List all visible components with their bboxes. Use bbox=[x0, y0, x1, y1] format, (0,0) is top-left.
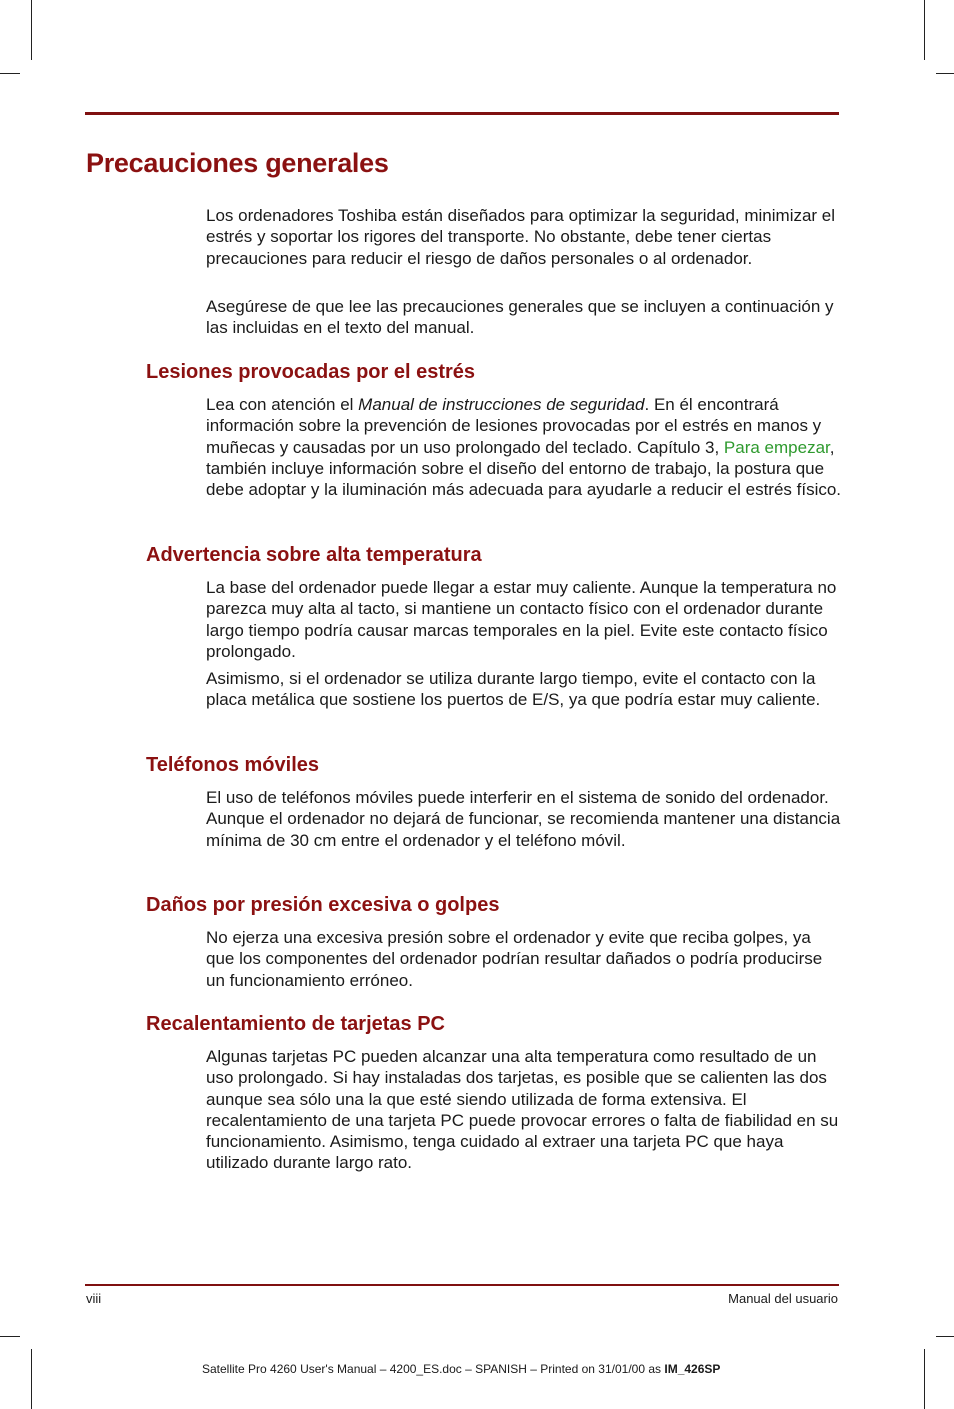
crop-mark bbox=[936, 1336, 954, 1337]
crop-mark bbox=[924, 1349, 925, 1409]
header-rule bbox=[85, 112, 839, 115]
crop-mark bbox=[31, 1349, 32, 1409]
danos-paragraph: No ejerza una excesiva presión sobre el ordenador y evite que reciba golpes, ya que los componentes del ordenador podrían resultar dañados o podría producirse un funcionamiento erróneo. bbox=[206, 928, 823, 990]
manual-seguridad-title: Manual de instrucciones de seguridad bbox=[358, 395, 645, 414]
page-title: Precauciones generales bbox=[86, 148, 389, 178]
crop-mark bbox=[936, 73, 954, 74]
print-info bbox=[202, 1362, 720, 1376]
footer-rule bbox=[85, 1284, 839, 1286]
temperatura-paragraph-1: La base del ordenador puede llegar a estar muy caliente. Aunque la temperatura no parezca muy alta al tacto, si mantiene un contacto físico con el ordenador durante largo tiempo podría causar marcas temporales en la piel. Evite este contacto físico prolongado. bbox=[206, 578, 837, 661]
crop-mark bbox=[31, 0, 32, 60]
crop-mark bbox=[924, 0, 925, 60]
section-heading-danos: Daños por presión excesiva o golpes bbox=[146, 894, 500, 916]
crop-mark bbox=[0, 73, 20, 74]
section-heading-recalentamiento: Recalentamiento de tarjetas PC bbox=[146, 1013, 445, 1035]
recalentamiento-paragraph: Algunas tarjetas PC pueden alcanzar una alta temperatura como resultado de un uso prolongado. Si hay instaladas dos tarjetas, es posible que se calienten las dos aunque sea sólo una la que esté siendo utilizada de forma extensiva. El recalentamiento de una tarjeta PC puede provocar errores o falta de fiabilidad en su funcionamiento. Asimismo, tenga cuidado al extraer una tarjeta PC que haya utilizado durante largo rato. bbox=[206, 1047, 839, 1173]
print-info-text: Satellite Pro 4260 User's Manual – 4200_ES.doc – SPANISH – Printed on 31/01/00 as bbox=[202, 1362, 665, 1376]
telefonos-paragraph: El uso de teléfonos móviles puede interferir en el sistema de sonido del ordenador. Aunque el ordenador no dejará de funcionar, se recomienda mantener una distancia mínima de 30 cm entre el ordenador y el teléfono móvil. bbox=[206, 788, 841, 850]
para-empezar-link[interactable]: Para empezar bbox=[723, 437, 830, 457]
section-heading-temperatura: Advertencia sobre alta temperatura bbox=[146, 544, 482, 566]
intro-paragraph-1: Los ordenadores Toshiba están diseñados para optimizar la seguridad, minimizar el estrés y soportar los rigores del transporte. No obstante, debe tener ciertas precauciones para reducir el riesgo de daños personales o al ordenador. bbox=[206, 206, 836, 268]
section-heading-lesiones: Lesiones provocadas por el estrés bbox=[146, 361, 476, 383]
lesiones-text-c: , también incluye información sobre el diseño del entorno de trabajo, la postura que debe adoptar y la iluminación más adecuada para ayudarle a reducir el estrés físico. bbox=[206, 437, 842, 500]
intro-paragraph-2: Asegúrese de que lee las precauciones generales que se incluyen a continuación y las incluidas en el texto del manual. bbox=[206, 297, 834, 338]
temperatura-paragraph-2: Asimismo, si el ordenador se utiliza durante largo tiempo, evite el contacto con la placa metálica que sostiene los puertos de E/S, ya que podría estar muy caliente. bbox=[206, 669, 821, 710]
lesiones-text-b: . En él encontrará información sobre la prevención de lesiones provocadas por el estrés en manos y muñecas y causadas por un uso prolongado del teclado. Capítulo 3, bbox=[206, 395, 822, 457]
crop-mark bbox=[0, 1336, 20, 1337]
page-number: viii bbox=[86, 1291, 102, 1306]
section-heading-telefonos: Teléfonos móviles bbox=[146, 754, 320, 776]
lesiones-text-a: Lea con atención el bbox=[206, 395, 359, 414]
print-info-code: IM_426SP bbox=[664, 1362, 721, 1376]
lesiones-paragraph bbox=[206, 394, 842, 500]
manual-name: Manual del usuario bbox=[728, 1291, 838, 1306]
